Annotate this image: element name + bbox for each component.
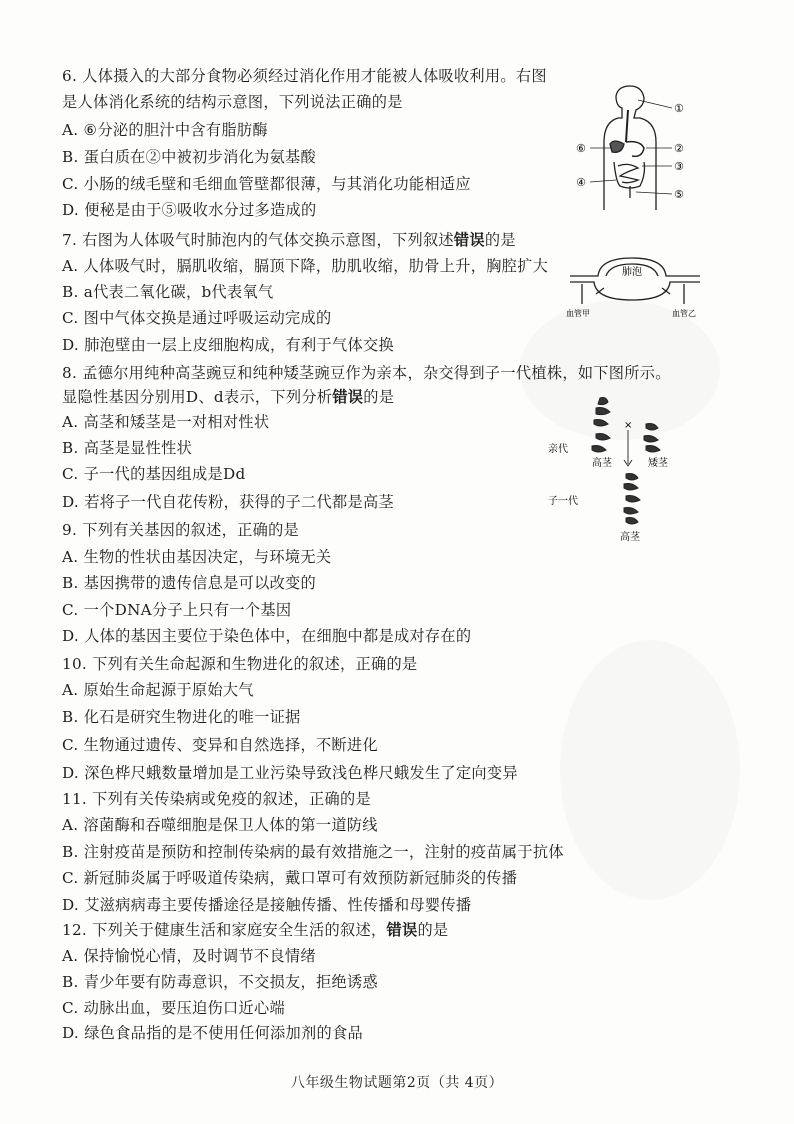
q6-option-a: A. ⑥分泌的胆汁中含有脂肪酶 bbox=[62, 121, 268, 139]
q10-option-a: A. 原始生命起源于原始大气 bbox=[62, 681, 254, 699]
q9-option-c: C. 一个DNA分子上只有一个基因 bbox=[62, 601, 292, 619]
q9-option-a: A. 生物的性状由基因决定，与环境无关 bbox=[62, 548, 332, 566]
q6-stem-line1: 6. 人体摄入的大部分食物必须经过消化作用才能被人体吸收利用。右图 bbox=[62, 67, 547, 85]
q11-option-d: D. 艾滋病病毒主要传播途径是接触传播、性传播和母婴传播 bbox=[62, 896, 472, 914]
alveolus-label: 肺泡 bbox=[622, 267, 642, 278]
tall-parent-label: 高茎 bbox=[592, 458, 612, 469]
fig-label-4: ④ bbox=[576, 176, 586, 189]
short-parent-label: 矮茎 bbox=[648, 458, 668, 469]
q12-stem-emphasis: 错误 bbox=[386, 921, 418, 939]
q9-stem: 9. 下列有关基因的叙述，正确的是 bbox=[62, 521, 300, 539]
q6-option-c: C. 小肠的绒毛壁和毛细血管壁都很薄，与其消化功能相适应 bbox=[62, 175, 471, 193]
parents-label: 亲代 bbox=[548, 444, 568, 455]
f1-plant-label: 高茎 bbox=[620, 532, 640, 542]
q7-stem-emphasis: 错误 bbox=[453, 231, 485, 249]
q8-stem-before: 显隐性基因分别用D、d表示，下列分析 bbox=[62, 388, 333, 406]
q8-option-b: B. 高茎是显性性状 bbox=[62, 439, 193, 457]
q6-stem-line2: 是人体消化系统的结构示意图，下列说法正确的是 bbox=[62, 93, 403, 111]
q10-stem: 10. 下列有关生命起源和生物进化的叙述，正确的是 bbox=[62, 655, 418, 673]
fig-label-6: ⑥ bbox=[576, 142, 586, 155]
q6-option-d: D. 便秘是由于⑤吸收水分过多造成的 bbox=[62, 201, 317, 219]
q11-option-c: C. 新冠肺炎属于呼吸道传染病，戴口罩可有效预防新冠肺炎的传播 bbox=[62, 869, 518, 887]
q7-option-b: B. a代表二氧化碳，b代表氧气 bbox=[62, 283, 274, 301]
q12-stem-before: 12. 下列关于健康生活和家庭安全生活的叙述， bbox=[62, 921, 387, 939]
q10-option-b: B. 化石是研究生物进化的唯一证据 bbox=[62, 708, 301, 726]
q7-option-d: D. 肺泡壁由一层上皮细胞构成，有利于气体交换 bbox=[62, 336, 394, 354]
q11-option-a: A. 溶菌酶和吞噬细胞是保卫人体的第一道防线 bbox=[62, 816, 378, 834]
pea-cross-diagram bbox=[534, 394, 694, 542]
q12-option-d: D. 绿色食品指的是不使用任何添加剂的食品 bbox=[62, 1024, 363, 1042]
q8-stem-line1: 8. 孟德尔用纯种高茎豌豆和纯种矮茎豌豆作为亲本，杂交得到子一代植株，如下图所示。 bbox=[62, 364, 671, 382]
fig-label-2: ② bbox=[674, 142, 684, 155]
q9-option-d: D. 人体的基因主要位于染色体中，在细胞中都是成对存在的 bbox=[62, 627, 472, 645]
q8-stem-line2 bbox=[62, 385, 394, 409]
q7-option-c: C. 图中气体交换是通过呼吸运动完成的 bbox=[62, 309, 332, 327]
q12-stem-after: 的是 bbox=[417, 921, 449, 939]
q6-option-b: B. 蛋白质在②中被初步消化为氨基酸 bbox=[62, 148, 317, 166]
q12-option-c: C. 动脉出血，要压迫伤口近心端 bbox=[62, 999, 285, 1017]
q7-stem bbox=[62, 228, 516, 252]
q11-option-b: B. 注射疫苗是预防和控制传染病的最有效措施之一，注射的疫苗属于抗体 bbox=[62, 843, 564, 861]
fig-label-5: ⑤ bbox=[674, 188, 684, 201]
q11-stem: 11. 下列有关传染病或免疫的叙述，正确的是 bbox=[62, 790, 371, 808]
q8-option-c: C. 子一代的基因组成是Dd bbox=[62, 465, 246, 483]
cross-symbol: × bbox=[624, 420, 633, 431]
vessel-b-label: 血管乙 bbox=[672, 309, 696, 318]
digestive-system-diagram bbox=[570, 82, 690, 214]
f1-label: 子一代 bbox=[548, 496, 578, 507]
q8-stem-after: 的是 bbox=[363, 388, 395, 406]
q10-option-c: C. 生物通过遗传、变异和自然选择，不断进化 bbox=[62, 736, 378, 754]
fig-label-3: ③ bbox=[674, 160, 684, 173]
alveolus-exchange-diagram bbox=[566, 254, 706, 320]
q12-option-a: A. 保持愉悦心情，及时调节不良情绪 bbox=[62, 947, 316, 965]
q7-stem-after: 的是 bbox=[484, 231, 516, 249]
vessel-a-label: 血管甲 bbox=[566, 309, 590, 318]
q8-option-a: A. 高茎和矮茎是一对相对性状 bbox=[62, 413, 270, 431]
page-footer: 八年级生物试题第2页（共 4页） bbox=[290, 1075, 504, 1091]
fig-label-1: ① bbox=[674, 102, 684, 115]
q12-stem bbox=[62, 918, 448, 942]
q8-stem-emphasis: 错误 bbox=[332, 388, 364, 406]
q12-option-b: B. 青少年要有防毒意识，不交损友，拒绝诱惑 bbox=[62, 973, 378, 991]
scan-smudge bbox=[560, 640, 740, 900]
q9-option-b: B. 基因携带的遗传信息是可以改变的 bbox=[62, 574, 317, 592]
q7-option-a: A. 人体吸气时，膈肌收缩，膈顶下降，肋肌收缩，肋骨上升，胸腔扩大 bbox=[62, 257, 549, 275]
q10-option-d: D. 深色桦尺蛾数量增加是工业污染导致浅色桦尺蛾发生了定向变异 bbox=[62, 764, 518, 782]
q7-stem-before: 7. 右图为人体吸气时肺泡内的气体交换示意图，下列叙述 bbox=[62, 231, 454, 249]
q8-option-d: D. 若将子一代自花传粉，获得的子二代都是高茎 bbox=[62, 493, 394, 511]
